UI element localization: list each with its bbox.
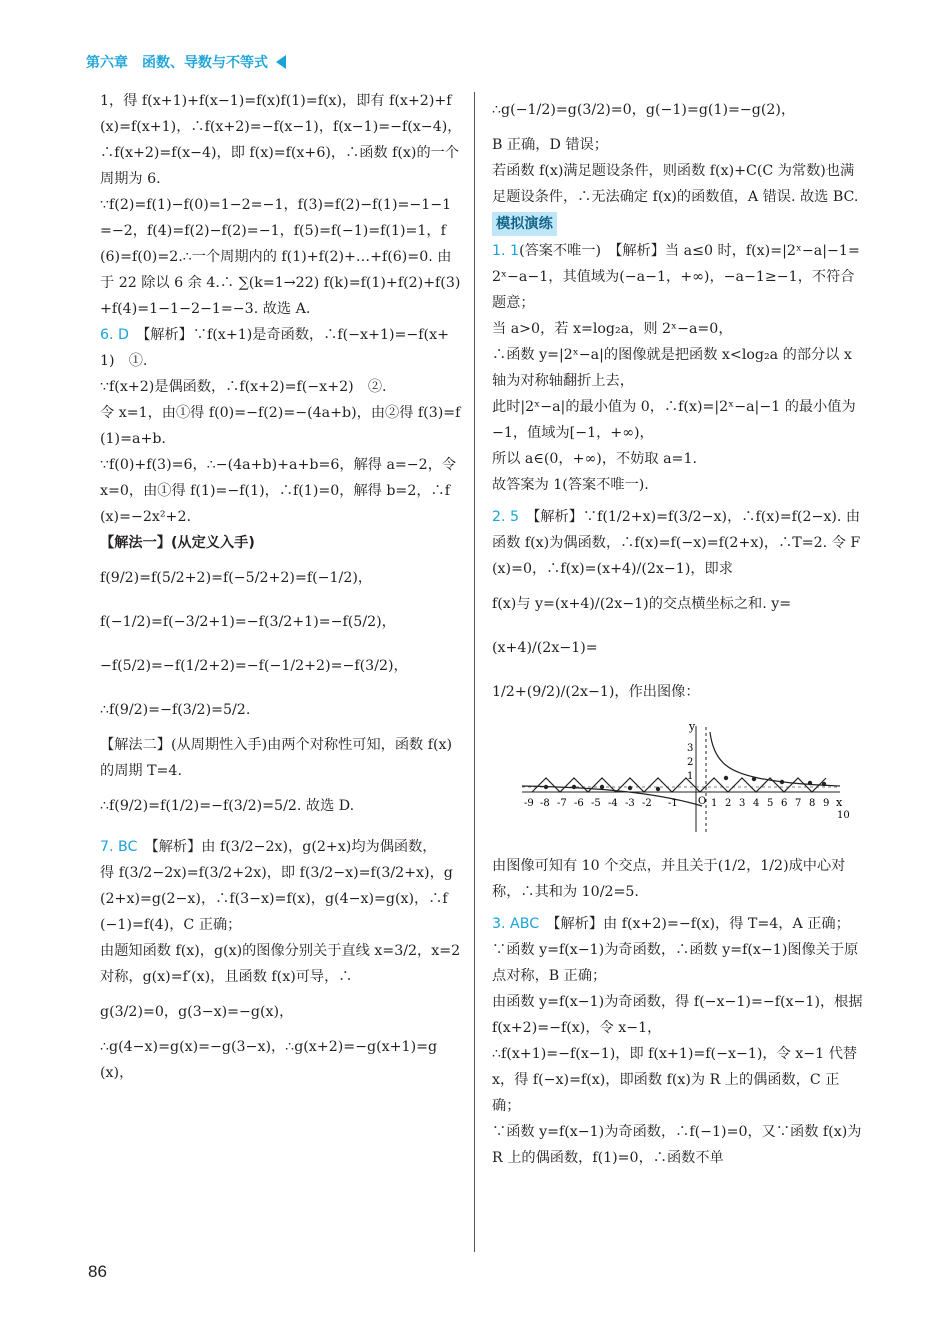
equation: ∴g(−1/2)=g(3/2)=0，g(−1)=g(1)=−g(2)， — [492, 102, 796, 118]
paragraph: 由图像可知有 10 个交点，并且关于(1/2，1/2)成中心对称，∴其和为 10/2=5. — [492, 858, 846, 900]
intersection-point — [724, 776, 728, 780]
x-tick: 9 — [823, 798, 830, 809]
m2-label: 2. 5 — [492, 509, 520, 525]
x-tick: -8 — [540, 798, 550, 809]
intersection-point — [822, 782, 826, 786]
intersection-point — [656, 787, 660, 791]
y-tick: 1 — [687, 771, 694, 782]
page-number: 86 — [88, 1262, 107, 1281]
paragraph: ∵函数 y=f(x−1)为奇函数，∴f(−1)=0，又∵函数 f(x)为 R 上的偶函数，f(1)=0，∴函数不单 — [492, 1124, 862, 1166]
paragraph: 当 a>0，若 x=log₂a，则 2ˣ−a=0， — [492, 321, 733, 337]
m3-analysis — [492, 911, 864, 937]
x-tick: 5 — [767, 798, 774, 809]
paragraph: B 正确，D 错误； — [492, 137, 608, 153]
paragraph: ∴f(x+1)=−f(x−1)，即 f(x+1)=f(−x−1)，令 x−1 代替 x，得 f(−x)=f(x)，即函数 f(x)为 R 上的偶函数，C 正确； — [492, 1046, 858, 1114]
paragraph: ∵函数 y=f(x−1)为奇函数，∴函数 y=f(x−1)图像关于原点对称，B 正确； — [492, 942, 859, 984]
x-tick: 1 — [711, 798, 718, 809]
x-tick: 3 — [739, 798, 746, 809]
paragraph: 由题知函数 f(x)，g(x)的图像分别关于直线 x=3/2，x=2 对称，g(x)=f′(x)，且函数 f(x)可导，∴ — [100, 943, 461, 985]
y-tick: 3 — [687, 743, 694, 754]
intersection-point — [628, 786, 632, 790]
intersection-point — [544, 785, 548, 789]
text: 【解析】由 f(x+2)=−f(x)，得 T=4，A 正确； — [553, 916, 850, 932]
m1-analysis — [492, 238, 864, 316]
equation: f(−1/2)=f(−3/2+1)=−f(3/2+1)=−f(5/2)， — [100, 614, 396, 630]
x-tick: 4 — [753, 798, 760, 809]
column-divider — [474, 92, 475, 1252]
paragraph: ∴函数 y=|2ˣ−a|的图像就是把函数 x<log₂a 的部分以 x 轴为对称轴翻折上去， — [492, 347, 852, 389]
equation: 1/2+(9/2)/(2x−1)，作出图像： — [492, 684, 700, 700]
x-tick: -6 — [574, 798, 584, 809]
section-title: 模拟演练 — [492, 212, 557, 236]
method-two: 【解法二】(从周期性入手)由两个对称性可知，函数 f(x)的周期 T=4. — [100, 737, 453, 779]
function-graph — [518, 720, 848, 840]
paragraph: 故答案为 1(答案不唯一). — [492, 477, 649, 493]
y-tick: 2 — [687, 757, 694, 768]
paragraph: ∵f(x+2)是偶函数，∴f(x+2)=f(−x+2) ②. — [100, 379, 387, 395]
paragraph: 若函数 f(x)满足题设条件，则函数 f(x)+C(C 为常数)也满足题设条件，∴无法确定 f(x)的函数值，A 错误. 故选 BC. — [492, 163, 859, 205]
chapter-header — [86, 52, 286, 72]
triangle-icon — [276, 55, 286, 69]
q7-analysis — [100, 834, 462, 860]
x-tick: -7 — [557, 798, 567, 809]
equation: f(x)与 y=(x+4)/(2x−1)的交点横坐标之和. y=(x+4)/(2x−1)= — [492, 596, 792, 656]
q7-label: 7. BC — [100, 839, 138, 855]
equation: g(3/2)=0，g(3−x)=−g(x)， — [100, 1004, 294, 1020]
paragraph: 令 x=1，由①得 f(0)=−f(2)=−(4a+b)，由②得 f(3)=f(1)=a+b. — [100, 405, 461, 447]
x-axis-label: x — [836, 796, 843, 809]
hyperbola-right — [710, 732, 840, 786]
x-tick: 8 — [809, 798, 816, 809]
m1-label: 1. 1 — [492, 243, 520, 259]
intersection-point — [780, 780, 784, 784]
x-tick: -4 — [608, 798, 618, 809]
paragraph: ∴g(4−x)=g(x)=−g(3−x)，∴g(x+2)=−g(x+1)=g(x)， — [100, 1039, 438, 1081]
x-tick: 6 — [781, 798, 788, 809]
paragraph: 得 f(3/2−2x)=f(3/2+2x)，即 f(3/2−x)=f(3/2+x)，g(2+x)=g(2−x)，∴f(3−x)=f(x)，g(4−x)=g(x)，∴f(−1)=f(4)，C 正确； — [100, 865, 453, 933]
method-one: 【解法一】(从定义入手) — [100, 535, 255, 551]
chapter-title: 第六章 函数、导数与不等式 — [86, 55, 268, 71]
x-tick: 10 — [837, 810, 850, 821]
intersection-point — [600, 785, 604, 789]
text: 【解析】∵f(1/2+x)=f(3/2−x)，∴f(x)=f(2−x). 由函数 f(x)为偶函数，∴f(x)=f(−x)=f(2+x)，∴T=2. 令 F(x)=0，∴f(x)=(x+4)/(2x−1)，即求 — [492, 509, 861, 577]
paragraph: 此时|2ˣ−a|的最小值为 0，∴f(x)=|2ˣ−a|−1 的最小值为−1，值域为[−1，+∞)， — [492, 399, 856, 441]
x-tick: 2 — [725, 798, 732, 809]
equation: −f(5/2)=−f(1/2+2)=−f(−1/2+2)=−f(3/2)， — [100, 658, 408, 674]
q6-analysis — [100, 322, 462, 374]
paragraph: ∵f(0)+f(3)=6，∴−(4a+b)+a+b=6，解得 a=−2，令 x=0，由①得 f(1)=−f(1)，∴f(1)=0，解得 b=2，∴f(x)=−2x²+2. — [100, 457, 457, 525]
q6-label: 6. D — [100, 327, 129, 343]
text: (答案不唯一) 【解析】当 a≤0 时，f(x)=|2ˣ−a|−1=2ˣ−a−1，其值域为(−a−1，+∞)，−a−1≥−1，不符合题意； — [492, 243, 860, 311]
x-tick: -9 — [524, 798, 534, 809]
text: 【解析】∵f(x+1)是奇函数，∴f(−x+1)=−f(x+1) ①. — [100, 327, 449, 369]
y-axis-label: y — [689, 720, 696, 733]
x-tick: -2 — [642, 798, 652, 809]
paragraph: 所以 a∈(0，+∞)，不妨取 a=1. — [492, 451, 697, 467]
origin-label: O — [698, 796, 707, 807]
m3-label: 3. ABC — [492, 916, 540, 932]
paragraph: 由函数 y=f(x−1)为奇函数，得 f(−x−1)=−f(x−1)，根据 f(x+2)=−f(x)，令 x−1， — [492, 994, 863, 1036]
left-column — [100, 88, 462, 1086]
text: 【解析】由 f(3/2−2x)，g(2+x)均为偶函数， — [151, 839, 437, 855]
intersection-point — [572, 785, 576, 789]
x-tick: -5 — [591, 798, 601, 809]
m2-analysis — [492, 504, 864, 582]
paragraph: ∵f(2)=f(1)−f(0)=1−2=−1，f(3)=f(2)−f(1)=−1−1=−2，f(4)=f(2)−f(2)=−1，f(5)=f(−1)=f(1)=1，f(6)=f(0)=2.∴一个周期内的 f(1)+f(2)+…+f(6)=0. 由于 22 除以 6 余 4.∴ ∑(k=1→22) f(k)=f(1)+f(2)+f(3)+f(4)=1−1−2−1=−3. 故选 A. — [100, 197, 461, 317]
intersection-point — [808, 781, 812, 785]
equation: ∴f(9/2)=f(1/2)=−f(3/2)=5/2. 故选 D. — [100, 798, 355, 814]
intersection-point — [752, 777, 756, 781]
x-tick: 7 — [795, 798, 802, 809]
equation: ∴f(9/2)=−f(3/2)=5/2. — [100, 702, 251, 718]
right-column — [492, 88, 864, 1171]
paragraph: 1，得 f(x+1)+f(x−1)=f(x)f(1)=f(x)，即有 f(x+2)+f(x)=f(x+1)，∴f(x+2)=−f(x−1)，f(x−1)=−f(x−4)，∴f(x+2)=f(x−4)，即 f(x)=f(x+6)，∴函数 f(x)的一个周期为 6. — [100, 93, 462, 187]
equation: f(9/2)=f(5/2+2)=f(−5/2+2)=f(−1/2)， — [100, 570, 373, 586]
x-tick: -3 — [625, 798, 635, 809]
x-tick: -1 — [668, 798, 678, 809]
